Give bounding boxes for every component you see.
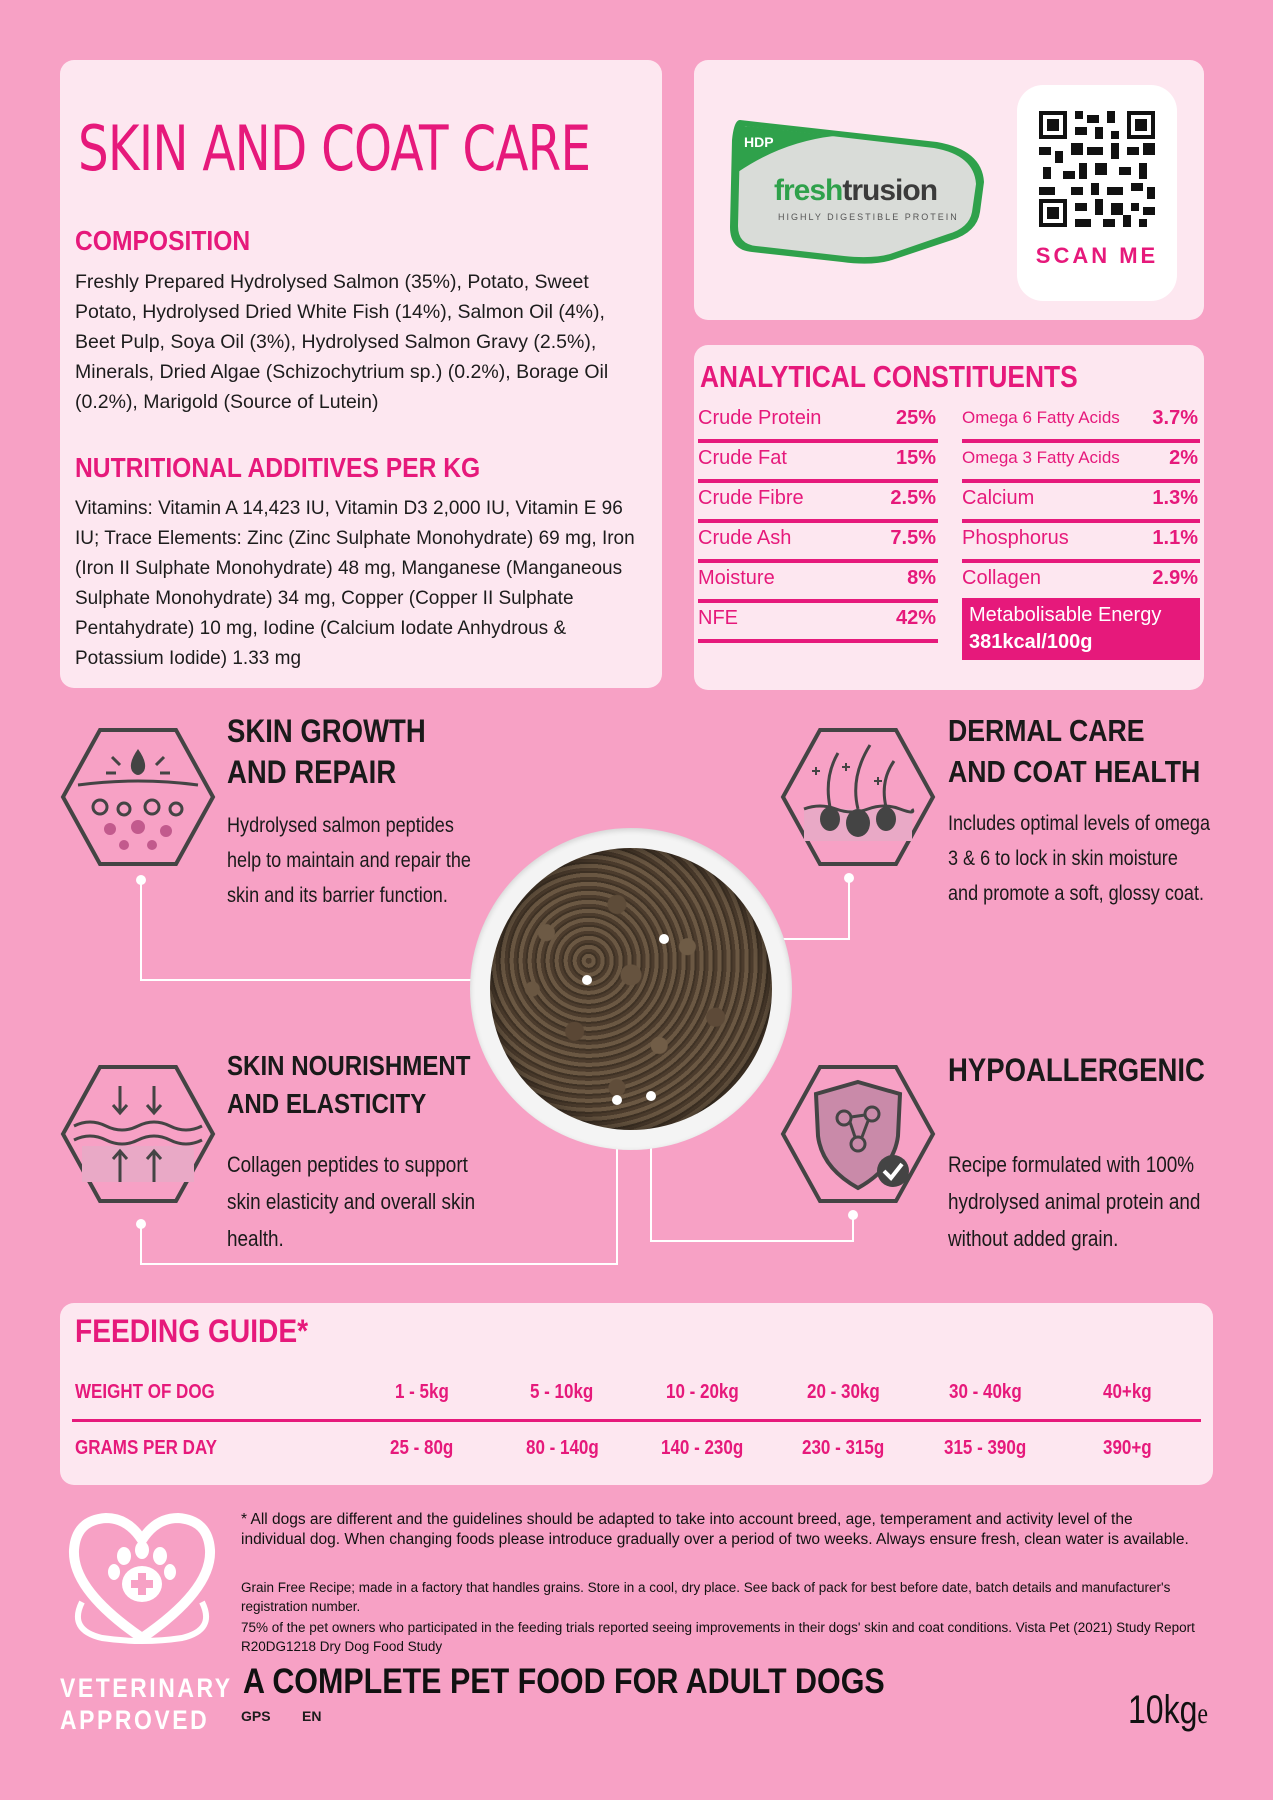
constituent-name: Crude Fat: [698, 447, 787, 469]
analytical-row: [962, 401, 1200, 443]
weight-cell: 30 - 40kg: [949, 1381, 1022, 1403]
composition-text: Freshly Prepared Hydrolysed Salmon (35%), Potato, Sweet Potato, Hydrolysed Dried White Fish (14%), Salmon Oil (4%), Beet Pulp, Soya Oil (3%), Hydrolysed Salmon Gravy (2.5%), Minerals, Dried Algae (Schizochytrium sp.) (0.2%), Borage Oil (0.2%), Marigold (Source of Lutein): [75, 271, 609, 413]
nourish-title: [227, 1047, 470, 1123]
composition-card: [60, 60, 662, 688]
constituent-name: Calcium: [962, 487, 1035, 509]
skin-growth-line3: skin and its barrier function.: [227, 884, 448, 907]
constituent-name: Omega 3 Fatty Acids: [962, 448, 1120, 467]
constituent-name: Collagen: [962, 567, 1041, 589]
hdp-badge: HDP: [744, 134, 774, 150]
constituent-name: Crude Ash: [698, 527, 792, 549]
weight-label: WEIGHT OF DOG: [75, 1381, 215, 1403]
constituent-value: 2.9%: [1152, 567, 1198, 589]
constituent-value: 1.3%: [1152, 487, 1198, 509]
constituent-name: Crude Fibre: [698, 487, 804, 509]
grams-cell: 80 - 140g: [526, 1437, 599, 1459]
constituent-value: 3.7%: [1152, 407, 1198, 429]
nourish-text: [227, 1146, 475, 1257]
analytical-row: [698, 481, 938, 523]
dermal-title-line2: AND COAT HEALTH: [948, 754, 1201, 789]
constituent-value: 25%: [895, 407, 936, 429]
composition-heading: COMPOSITION: [75, 225, 251, 256]
analytical-row: [962, 561, 1200, 603]
scan-me-label: SCAN ME: [1035, 243, 1159, 268]
grams-cell: 390+g: [1103, 1437, 1152, 1459]
additives-heading: NUTRITIONAL ADDITIVES PER KG: [75, 452, 481, 483]
analytical-heading: ANALYTICAL CONSTITUENTS: [700, 359, 1078, 394]
feeding-guide-card: [60, 1303, 1213, 1485]
language-code: EN: [302, 1708, 322, 1724]
shield-check-icon: [780, 1064, 936, 1204]
constituent-value: 1.1%: [1152, 527, 1198, 549]
feeding-heading: FEEDING GUIDE*: [75, 1313, 309, 1349]
analytical-card: [694, 345, 1204, 690]
skin-growth-line1: Hydrolysed salmon peptides: [227, 814, 454, 837]
vet-heart-paw-icon: [62, 1510, 222, 1650]
constituent-value: 42%: [895, 607, 936, 629]
grams-cell: 25 - 80g: [390, 1437, 454, 1459]
constituent-value: 7.5%: [890, 527, 936, 549]
analytical-row: [698, 601, 938, 643]
hypo-title: HYPOALLERGENIC: [948, 1052, 1205, 1088]
skin-growth-title: [227, 711, 426, 793]
analytical-row: [698, 441, 938, 483]
logo-trusion: trusion: [842, 174, 938, 207]
net-weight: [1128, 1688, 1208, 1733]
feeding-divider: [72, 1419, 1201, 1422]
estimate-mark-icon: e: [1197, 1697, 1209, 1730]
hypo-line2: hydrolysed animal protein and: [948, 1189, 1201, 1214]
skin-growth-title-line1: SKIN GROWTH: [227, 713, 426, 749]
energy-label: Metabolisable Energy: [969, 604, 1162, 626]
grams-cell: 140 - 230g: [661, 1437, 744, 1459]
weight-cell: 20 - 30kg: [807, 1381, 880, 1403]
nourish-line1: Collagen peptides to support: [227, 1152, 468, 1177]
energy-box: [962, 598, 1200, 660]
freshtrusion-wordmark: [774, 174, 937, 208]
constituent-value: 2.5%: [890, 487, 936, 509]
constituent-value: 2%: [1169, 447, 1198, 469]
analytical-row: [962, 441, 1200, 483]
analytical-row: [698, 561, 938, 603]
dermal-line2: 3 & 6 to lock in skin moisture: [948, 847, 1178, 870]
weight-cell: 10 - 20kg: [666, 1381, 739, 1403]
hypo-text: [948, 1146, 1200, 1257]
vet-approved-label: [60, 1672, 233, 1736]
nourish-line2: skin elasticity and overall skin: [227, 1189, 476, 1214]
grams-cell: 230 - 315g: [802, 1437, 885, 1459]
grams-cell: 315 - 390g: [944, 1437, 1027, 1459]
constituent-value: 8%: [907, 567, 936, 589]
skin-growth-title-line2: AND REPAIR: [227, 754, 397, 790]
qr-panel[interactable]: [1017, 85, 1177, 301]
constituent-name: Moisture: [698, 567, 775, 589]
grams-label: GRAMS PER DAY: [75, 1437, 218, 1459]
logo-tagline: HIGHLY DIGESTIBLE PROTEIN: [778, 212, 959, 222]
vet-line1: VETERINARY: [60, 1673, 233, 1703]
hair-follicle-icon: [780, 727, 936, 867]
dermal-line3: and promote a soft, glossy coat.: [948, 882, 1204, 905]
nourish-title-line1: SKIN NOURISHMENT: [227, 1050, 471, 1081]
weight-cell: 5 - 10kg: [530, 1381, 594, 1403]
weight-cell: 40+kg: [1103, 1381, 1152, 1403]
complete-food-label: A COMPLETE PET FOOD FOR ADULT DOGS: [243, 1662, 885, 1701]
freshtrusion-logo: [722, 112, 990, 272]
analytical-row: [962, 481, 1200, 523]
analytical-row: [698, 521, 938, 563]
dermal-title-line1: DERMAL CARE: [948, 713, 1145, 748]
footnote-grain-free: Grain Free Recipe; made in a factory that handles grains. Store in a cool, dry place. See back of pack for best before date, batch details and manufacturer's registration number.: [241, 1580, 1171, 1614]
nourish-title-line2: AND ELASTICITY: [227, 1088, 427, 1119]
vet-line2: APPROVED: [60, 1705, 210, 1735]
hypo-line1: Recipe formulated with 100%: [948, 1152, 1195, 1177]
constituent-name: Crude Protein: [698, 407, 822, 429]
additives-text: Vitamins: Vitamin A 14,423 IU, Vitamin D3 2,000 IU, Vitamin E 96 IU; Trace Elements: Zinc (Zinc Sulphate Monohydrate) 69 mg, Iron (Iron II Sulphate Monohydrate) 48 mg, Manganese (Manganeous Sulphate Monohydrate) 34 mg, Copper (Copper II Sulphate Pentahydrate) 10 mg, Iodine (Calcium Iodate Anhydrous & Potassium Iodide) 1.33 mg: [75, 498, 635, 669]
skin-elasticity-icon: [60, 1064, 216, 1204]
dermal-title: [948, 710, 1200, 792]
footnote-guidelines: * All dogs are different and the guidelines should be adapted to take into account breed, age, temperament and activity level of the individual dog. When changing foods please introduce gradually over a period of two weeks. Always ensure fresh, clean water is available.: [241, 1511, 1189, 1548]
weight-value: 10kg: [1128, 1688, 1198, 1732]
constituent-name: Phosphorus: [962, 527, 1069, 549]
kibble: [490, 848, 772, 1130]
skin-growth-text: [227, 808, 471, 913]
dermal-text: [948, 806, 1210, 911]
skin-growth-line2: help to maintain and repair the: [227, 849, 471, 872]
constituent-name: Omega 6 Fatty Acids: [962, 408, 1120, 427]
footnote-study: 75% of the pet owners who participated in the feeding trials reported seeing improvements in their dogs' skin and coat conditions. Vista Pet (2021) Study Report R20DG1218 Dry Dog Food Study: [241, 1620, 1195, 1654]
logo-fresh: fresh: [774, 174, 843, 207]
energy-value: 381kcal/100g: [969, 631, 1093, 653]
skin-layers-icon: [60, 727, 216, 867]
hypo-line3: without added grain.: [948, 1226, 1119, 1251]
gps-code: GPS: [241, 1708, 271, 1724]
page-title: SKIN AND COAT CARE: [78, 112, 591, 185]
brand-card: [694, 60, 1204, 320]
constituent-name: NFE: [698, 607, 738, 629]
nourish-line3: health.: [227, 1226, 284, 1251]
constituent-value: 15%: [895, 447, 936, 469]
weight-cell: 1 - 5kg: [395, 1381, 449, 1403]
qr-code-icon: [1039, 111, 1155, 227]
analytical-row: [698, 401, 938, 443]
analytical-row: [962, 521, 1200, 563]
kibble-bowl: [470, 828, 792, 1150]
dermal-line1: Includes optimal levels of omega: [948, 812, 1211, 835]
